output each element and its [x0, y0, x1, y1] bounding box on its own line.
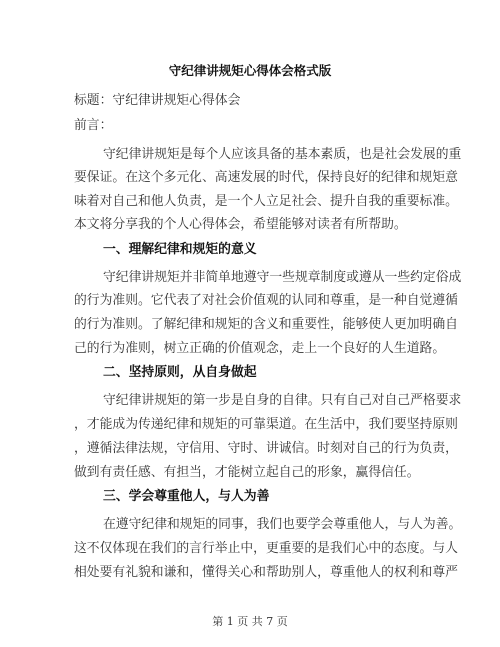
paragraph-line: 守纪律讲规矩的第一步是自身的自律。只有自己对自己严格要求: [103, 393, 462, 408]
paragraph-line: 相处要有礼貌和谦和，懂得关心和帮助别人，尊重他人的权利和尊严: [74, 565, 458, 580]
document-subtitle: 标题：守纪律讲规矩心得体会: [74, 93, 241, 108]
paragraph-line: 要保证。在这个多元化、高速发展的时代，保持良好的纪律和规矩意: [74, 170, 458, 185]
paragraph-line: 这不仅体现在我们的言行举止中，更重要的是我们心中的态度。与人: [74, 541, 458, 556]
page-footer: 第 1 页 共 7 页: [212, 615, 288, 628]
paragraph-line: ，遵循法律法规，守信用、守时、讲诚信。时刻对自己的行为负责，: [74, 441, 458, 456]
paragraph-line: 做到有责任感、有担当，才能树立起自己的形象，赢得信任。: [74, 465, 420, 480]
paragraph-line: 本文将分享我的个人心得体会，希望能够对读者有所帮助。: [74, 217, 407, 232]
section-heading: 一、理解纪律和规矩的意义: [103, 242, 257, 257]
paragraph-line: 守纪律讲规矩是每个人应该具备的基本素质，也是社会发展的重: [103, 147, 462, 162]
paragraph-line: 在遵守纪律和规矩的同事，我们也要学会尊重他人，与人为善。: [103, 517, 462, 532]
document-title: 守纪律讲规矩心得体会格式版: [168, 63, 332, 78]
paragraph-line: 的行为准则。了解纪律和规矩的含义和重要性，能够使人更加明确自: [74, 317, 458, 332]
section-heading: 三、学会尊重他人，与人为善: [103, 489, 270, 504]
paragraph-line: 味着对自己和他人负责，是一个人立足社会、提升自我的重要标准。: [74, 194, 458, 209]
paragraph-line: 的行为准则。它代表了对社会价值观的认同和尊重，是一种自觉遵循: [74, 293, 458, 308]
paragraph-line: 守纪律讲规矩并非简单地遵守一些规章制度或遵从一些约定俗成: [103, 270, 462, 285]
paragraph-line: ，才能成为传递纪律和规矩的可靠渠道。在生活中，我们要坚持原则: [74, 417, 458, 432]
paragraph-line: 己的行为准则，树立正确的价值观念，走上一个良好的人生道路。: [74, 341, 446, 356]
section-heading: 二、坚持原则，从自身做起: [103, 365, 257, 380]
preface-label: 前言：: [74, 118, 113, 133]
